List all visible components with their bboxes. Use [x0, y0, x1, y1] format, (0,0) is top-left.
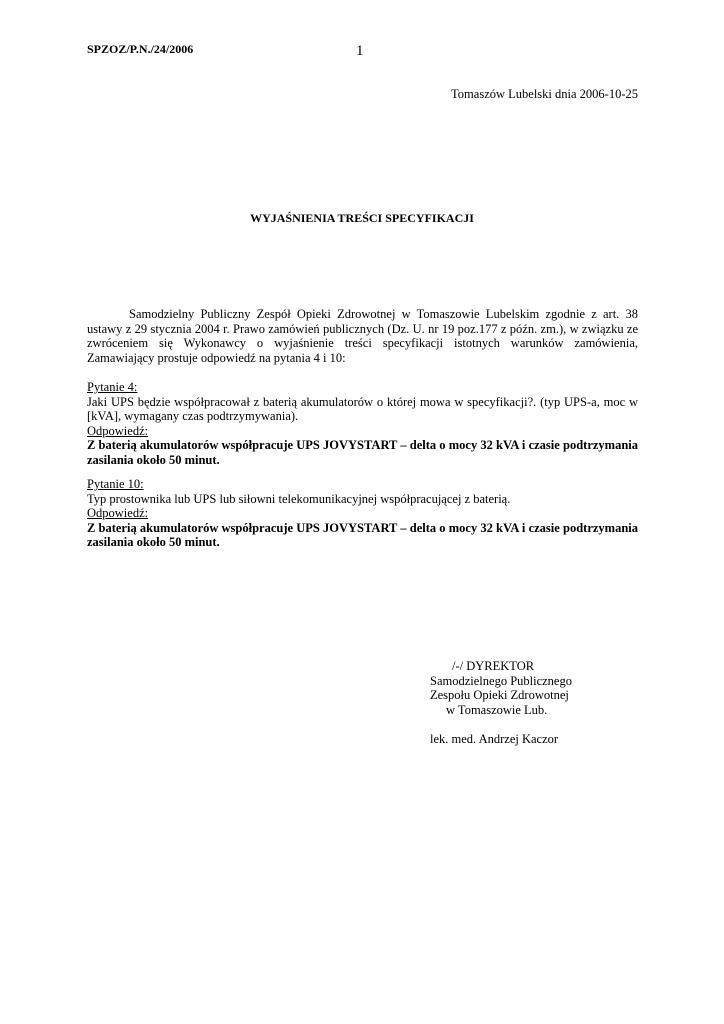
- signature-block: [430, 659, 572, 747]
- signatory-name: lek. med. Andrzej Kaczor: [430, 732, 559, 746]
- date-line: Tomaszów Lubelski dnia 2006-10-25: [451, 87, 638, 101]
- question-label: Pytanie 10:: [87, 477, 144, 491]
- signature-institution-line: Zespołu Opieki Zdrowotnej: [430, 688, 569, 702]
- page-number: 1: [356, 43, 364, 59]
- question-4-section: [87, 380, 638, 467]
- answer-label: Odpowiedź:: [87, 506, 149, 520]
- signature-title: /-/ DYREKTOR: [452, 659, 535, 673]
- intro-section: [87, 307, 638, 365]
- answer-label: Odpowiedź:: [87, 423, 149, 438]
- question-10-section: [87, 477, 638, 550]
- signature-location: w Tomaszowie Lub.: [446, 702, 548, 717]
- intro-paragraph: Samodzielny Publiczny Zespół Opieki Zdrowotnej w Tomaszowie Lubelskim zgodnie z art. 38 ustawy z 29 stycznia 2004 r. Prawo zamówień publicznych (Dz. U. nr 19 poz.177 z późn. zm.), w związku ze zwróceniem się Wykonawcy o wyjaśnienie treści specyfikacji istotnych warunków zamówienia, Zamawiający prostuje odpowiedź na pytania 4 i 10:: [87, 307, 638, 365]
- question-label: Pytanie 4:: [87, 380, 138, 394]
- signature-institution-line: Samodzielnego Publicznego: [430, 673, 572, 688]
- answer-text: Z baterią akumulatorów współpracuje UPS JOVYSTART – delta o mocy 32 kVA i czasie podtrzymania zasilania około 50 minut.: [87, 438, 638, 467]
- question-text: Typ prostownika lub UPS lub siłowni telekomunikacyjnej współpracującej z baterią.: [87, 491, 511, 506]
- document-title: WYJAŚNIENIA TREŚCI SPECYFIKACJI: [250, 211, 474, 225]
- question-text: Jaki UPS będzie współpracował z baterią akumulatorów o której mowa w specyfikacji?. (typ UPS-a, moc w [kVA], wymagany czas podtrzymywania).: [87, 394, 638, 423]
- answer-text: Z baterią akumulatorów współpracuje UPS JOVYSTART – delta o mocy 32 kVA i czasie podtrzymania zasilania około 50 minut.: [87, 520, 638, 549]
- document-reference: SPZOZ/P.N./24/2006: [87, 42, 194, 56]
